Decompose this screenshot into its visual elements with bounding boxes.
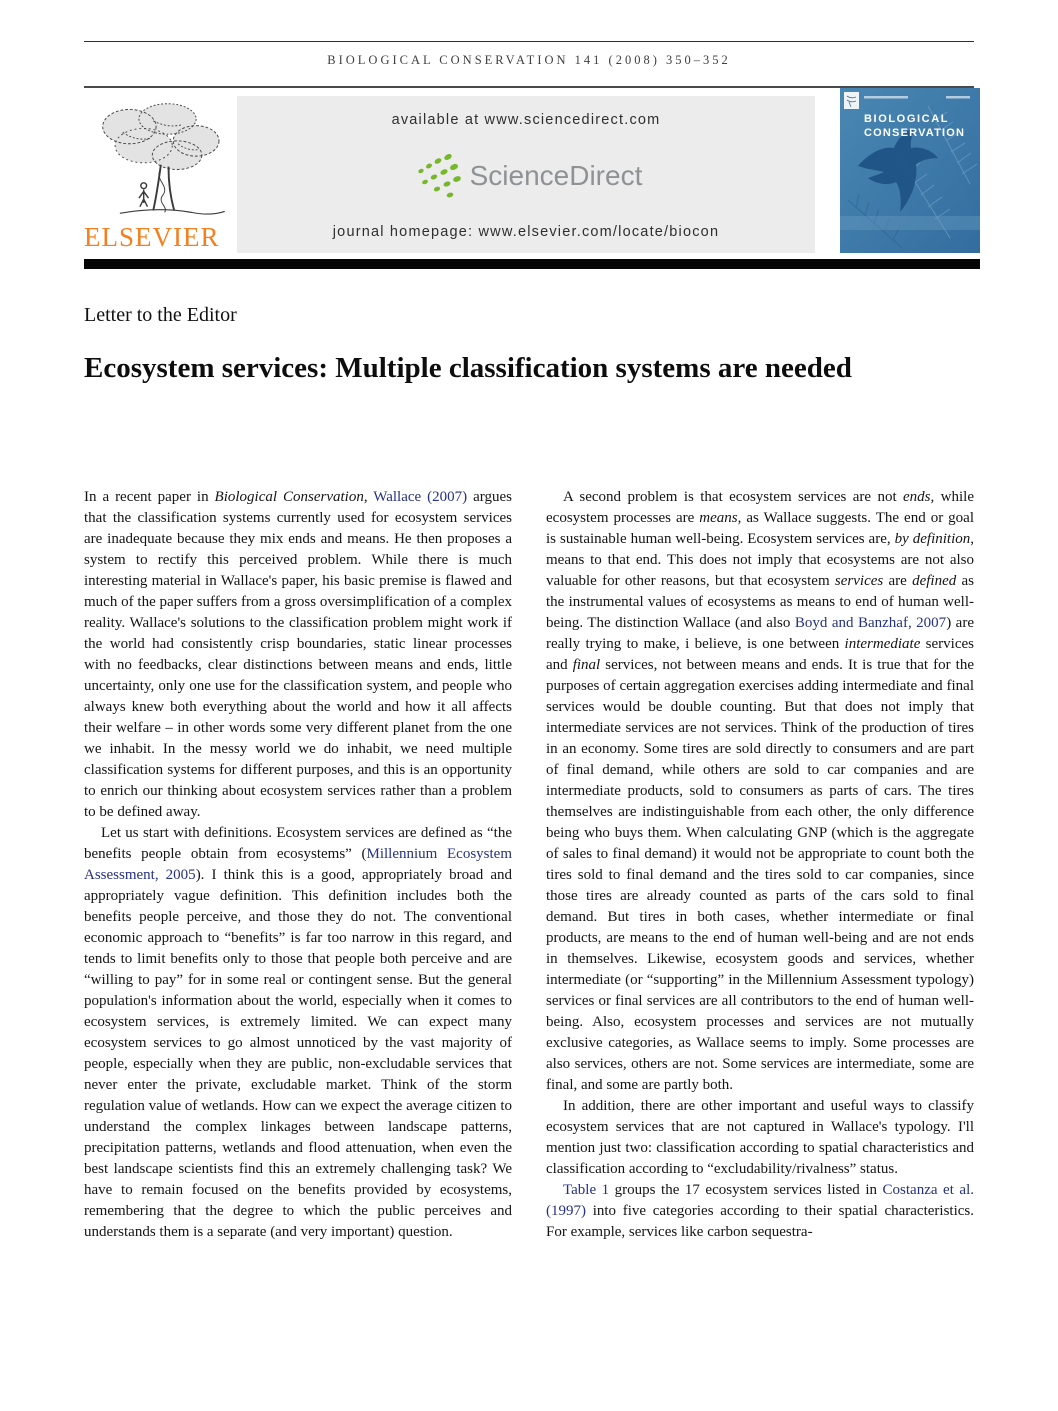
publisher-banner xyxy=(84,96,980,253)
elsevier-tree-icon xyxy=(84,98,232,220)
text-segment: In addition, there are other important and useful ways to classify ecosystem services that are not captured in Wallace's typology. I'll mention just two: classification according to spatial characteristics and classification according to “excludability/rivalness” status. xyxy=(546,1098,974,1177)
text-segment: as the instrumental values of ecosystems as means to end of human well-being. The distinction Wallace (and also xyxy=(546,573,975,631)
text-segment: , while ecosystem processes are xyxy=(546,489,974,526)
sciencedirect-banner-box xyxy=(237,96,815,253)
elsevier-wordmark: ELSEVIER xyxy=(84,222,220,252)
text-segment: argues that the classification systems currently used for ecosystem services are inadequate because they mix ends and means. He then proposes a system to rectify this perceived problem. While there is much interesting material in Wallace's paper, his basic premise is flawed and much of the paper suffers from a gross oversimplification of a complex reality. Wallace's solutions to the classification problem might work if the world had consistently crisp boundaries, static linear processes with no feedbacks, clear distinctions between means and ends, little uncertainty, only one use for the classification system, and people who always knew both everything about the world and how it all affects their welfare – in other words some very different planet from the one we inhabit. In the messy world we do inhabit, we need multiple classification systems for different purposes, and this is an opportunity to enrich our thinking about ecosystem services rather than a problem to be defined away. xyxy=(84,489,512,820)
paragraph xyxy=(84,823,512,1243)
section-label: Letter to the Editor xyxy=(84,304,237,326)
elsevier-logo xyxy=(84,96,234,253)
text-segment: means xyxy=(699,510,738,526)
paragraph xyxy=(84,487,512,823)
text-segment: , means to that end. This does not imply that ecosystems are not also valuable for other reasons, but that ecosystem xyxy=(546,531,974,589)
sciencedirect-wordmark: ScienceDirect xyxy=(469,160,643,191)
text-segment: are xyxy=(883,573,913,589)
text-segment: services xyxy=(834,573,884,589)
divider-bar xyxy=(84,259,980,269)
citation-link[interactable]: Boyd and Banzhaf, 2007 xyxy=(794,615,947,631)
text-segment: Biological Conservation xyxy=(214,489,364,505)
body-left-column xyxy=(84,487,512,1243)
journal-homepage-text: journal homepage: www.elsevier.com/locate/biocon xyxy=(332,224,720,240)
text-segment: final xyxy=(572,657,601,673)
text-segment: In a recent paper in xyxy=(84,489,215,505)
text-segment: , as Wallace suggests. The end or goal is sustainable human well-being. Ecosystem services are, xyxy=(546,510,975,547)
paragraph xyxy=(546,487,974,1096)
cover-title-line1: BIOLOGICAL xyxy=(864,113,950,125)
available-at-text: available at www.sciencedirect.com xyxy=(391,112,661,128)
sciencedirect-dots-icon xyxy=(410,151,464,201)
citation-link[interactable]: Wallace (2007) xyxy=(373,489,468,505)
text-segment: services, not between means and ends. It is true that for the purposes of certain aggregation exercises adding intermediate and final services would be double counting. But that does not imply that intermediate services are not services. Think of the production of tires in an economy. Some tires are sold directly to consumers and are part of final demand, while others are sold to car companies and are intermediate products, sold to consumers as parts of cars. The tires themselves are indistinguishable from each other, the only difference being who buys them. When calculating GNP (which is the aggregate of sales to final demand) it would not be appropriate to count both the tires sold to final demand and the tires sold to car companies, since those tires are already counted as parts of the cars sold to final demand. But tires in both cases, whether intermediate or final products, are means to the end of human well-being and are not ends in themselves. Likewise, ecosystem goods and services, whether intermediate (or “supporting” in the Millennium Assessment typology) services or final services are all contributors to the end of human well-being. Also, ecosystem processes and services are not mutually exclusive categories, as Wallace seems to imply. Some processes are also services, others are not. Some services are intermediate, some are final, and some are partly both. xyxy=(546,657,974,1093)
text-segment: A second problem is that ecosystem services are not xyxy=(563,489,904,505)
article-body xyxy=(84,487,974,1243)
citation-link[interactable]: Costanza et al. (1997) xyxy=(546,1182,974,1219)
citation-link[interactable]: Table 1 xyxy=(563,1182,610,1198)
header-rule-top xyxy=(84,41,974,42)
paragraph xyxy=(546,1180,974,1243)
text-segment: into five categories according to their spatial characteristics. For example, services like carbon sequestra- xyxy=(546,1203,974,1240)
journal-header: BIOLOGICAL CONSERVATION 141 (2008) 350–352 xyxy=(327,53,731,67)
text-segment: defined xyxy=(912,573,957,589)
text-segment: groups the 17 ecosystem services listed in xyxy=(609,1182,883,1198)
text-segment: services and xyxy=(546,636,974,673)
body-right-column xyxy=(546,487,974,1243)
text-segment: ends xyxy=(903,489,931,505)
page-title: Ecosystem services: Multiple classification systems are needed xyxy=(84,352,852,384)
text-segment: Let us start with definitions. Ecosystem services are defined as “the benefits people obtain from ecosystems” ( xyxy=(84,825,512,862)
citation-link[interactable]: Millennium Ecosystem Assessment, 2005 xyxy=(84,846,512,883)
sciencedirect-logo xyxy=(410,151,643,201)
paragraph xyxy=(546,1096,974,1180)
text-segment: intermediate xyxy=(844,636,921,652)
cover-publisher-mark xyxy=(844,92,859,109)
cover-title-line2: CONSERVATION xyxy=(864,127,966,139)
text-segment: ) are really trying to make, i believe, is one between xyxy=(546,615,974,652)
journal-cover xyxy=(840,88,980,253)
text-segment: by definition xyxy=(894,531,971,547)
text-segment: , xyxy=(363,489,374,505)
text-segment: ). I think this is a good, appropriately broad and appropriately vague definition. This definition includes both the benefits people perceive, and those they do not. The conventional economic approach to “benefits” is far too narrow in this regard, and tends to limit benefits only to those that people both perceive and are “willing to pay” for in some real or contingent sense. But the general population's information about the world, especially when it comes to ecosystem services, is extremely limited. We can expect many ecosystem services to go almost unnoticed by the vast majority of people, especially when they are public, non-excludable services that never enter the private, excludable market. Think of the storm regulation value of wetlands. How can we expect the average citizen to understand the complex linkages between landscape patterns, precipitation patterns, wetlands and flood attenuation, when even the best landscape scientists find this an extremely challenging task? We have to remain focused on the benefits provided by ecosystems, remembering that the degree to which the public perceives and understands them is a separate (and very important) question. xyxy=(84,867,512,1240)
